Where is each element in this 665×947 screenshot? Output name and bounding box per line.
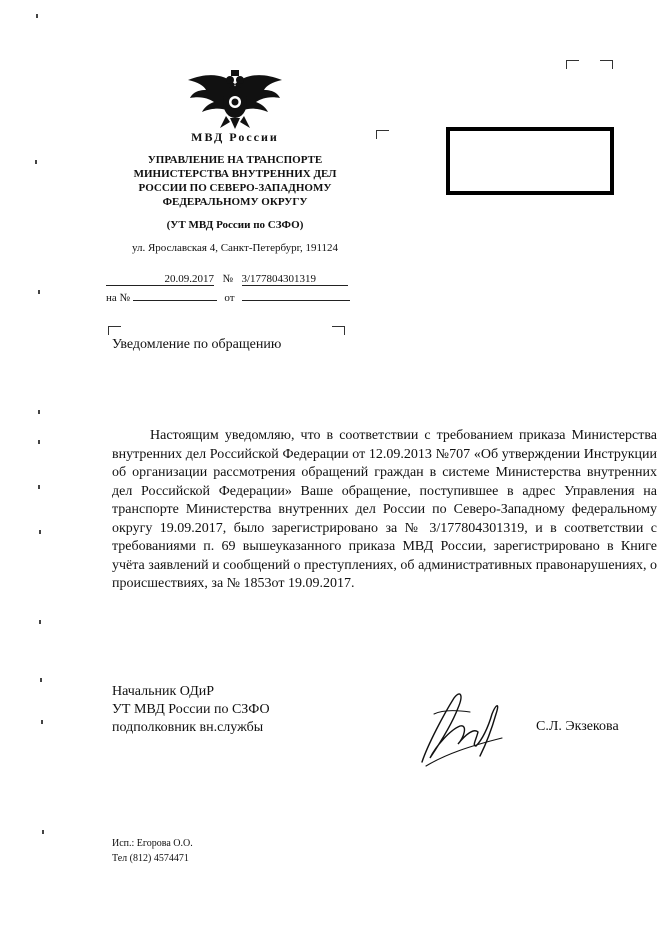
scan-speck: [39, 530, 41, 534]
signature-block: [112, 683, 270, 737]
document-subject: Уведомление по обращению: [112, 337, 282, 352]
org-full-name: УПРАВЛЕНИЕ НА ТРАНСПОРТЕ МИНИСТЕРСТВА ВНУТРЕННИХ ДЕЛ РОССИИ ПО СЕВЕРО-ЗАПАДНОМУ ФЕДЕРАЛЬНОМУ ОКРУГУ: [133, 154, 337, 208]
scan-speck: [39, 620, 41, 624]
corner-mark: [600, 60, 613, 69]
reference-line: [106, 292, 356, 304]
org-address: ул. Ярославская 4, Санкт-Петербург, 191124: [131, 242, 339, 254]
letter-date: 20.09.2017: [106, 273, 214, 286]
corner-mark: [376, 130, 389, 139]
scan-speck: [38, 410, 40, 414]
executor-name: Исп.: Егорова О.О.: [112, 838, 193, 849]
registration-line: [106, 273, 356, 286]
document-body: [112, 427, 657, 594]
scan-speck: [36, 14, 38, 18]
redacted-addressee-box: [446, 127, 614, 195]
signer-position: Начальник ОДиР: [112, 684, 215, 699]
ref-from-label: от: [224, 292, 235, 304]
emblem-eagle-icon: [186, 66, 284, 130]
corner-mark: [566, 60, 579, 69]
signer-rank: подполковник вн.службы: [112, 720, 264, 735]
org-name: МВД России: [191, 130, 279, 144]
corner-mark: [108, 326, 121, 335]
handwritten-signature: [416, 684, 508, 772]
executor-info: [112, 836, 193, 866]
ref-label: на №: [106, 292, 131, 304]
scan-speck: [42, 830, 44, 834]
scan-speck: [38, 485, 40, 489]
signer-name: С.Л. Экзекова: [536, 719, 619, 734]
scan-speck: [38, 440, 40, 444]
corner-mark: [332, 326, 345, 335]
scan-speck: [40, 678, 42, 682]
number-label: №: [222, 273, 233, 285]
scan-speck: [41, 720, 43, 724]
body-paragraph: Настоящим уведомляю, что в соответствии с требованием приказа Министерства внутренних дел Российской Федерации от 12.09.2013 №707 «Об утверждении Инструкции об организации рассмотрения обращений граждан в системе Министерства внутренних дел Российской Федерации» Ваше обращение, поступившее в адрес Управления на транспорте Министерства внутренних дел России по Северо-Западному федеральному округу 19.09.2017, было зарегистрировано за № 3/177804301319, и в соответствии с требованиями п. 69 вышеуказанного приказа МВД России, зарегистрировано в Книге учёта заявлений и сообщений о преступлениях, об административных правонарушениях, о происшествиях, за № 1853от 19.09.2017.: [112, 428, 657, 591]
org-short-name: (УТ МВД России по СЗФО): [166, 219, 304, 231]
letter-number: 3/177804301319: [242, 273, 348, 286]
scan-speck: [38, 290, 40, 294]
scan-speck: [35, 160, 37, 164]
signer-department: УТ МВД России по СЗФО: [112, 702, 270, 717]
executor-phone: Тел (812) 4574471: [112, 853, 189, 864]
